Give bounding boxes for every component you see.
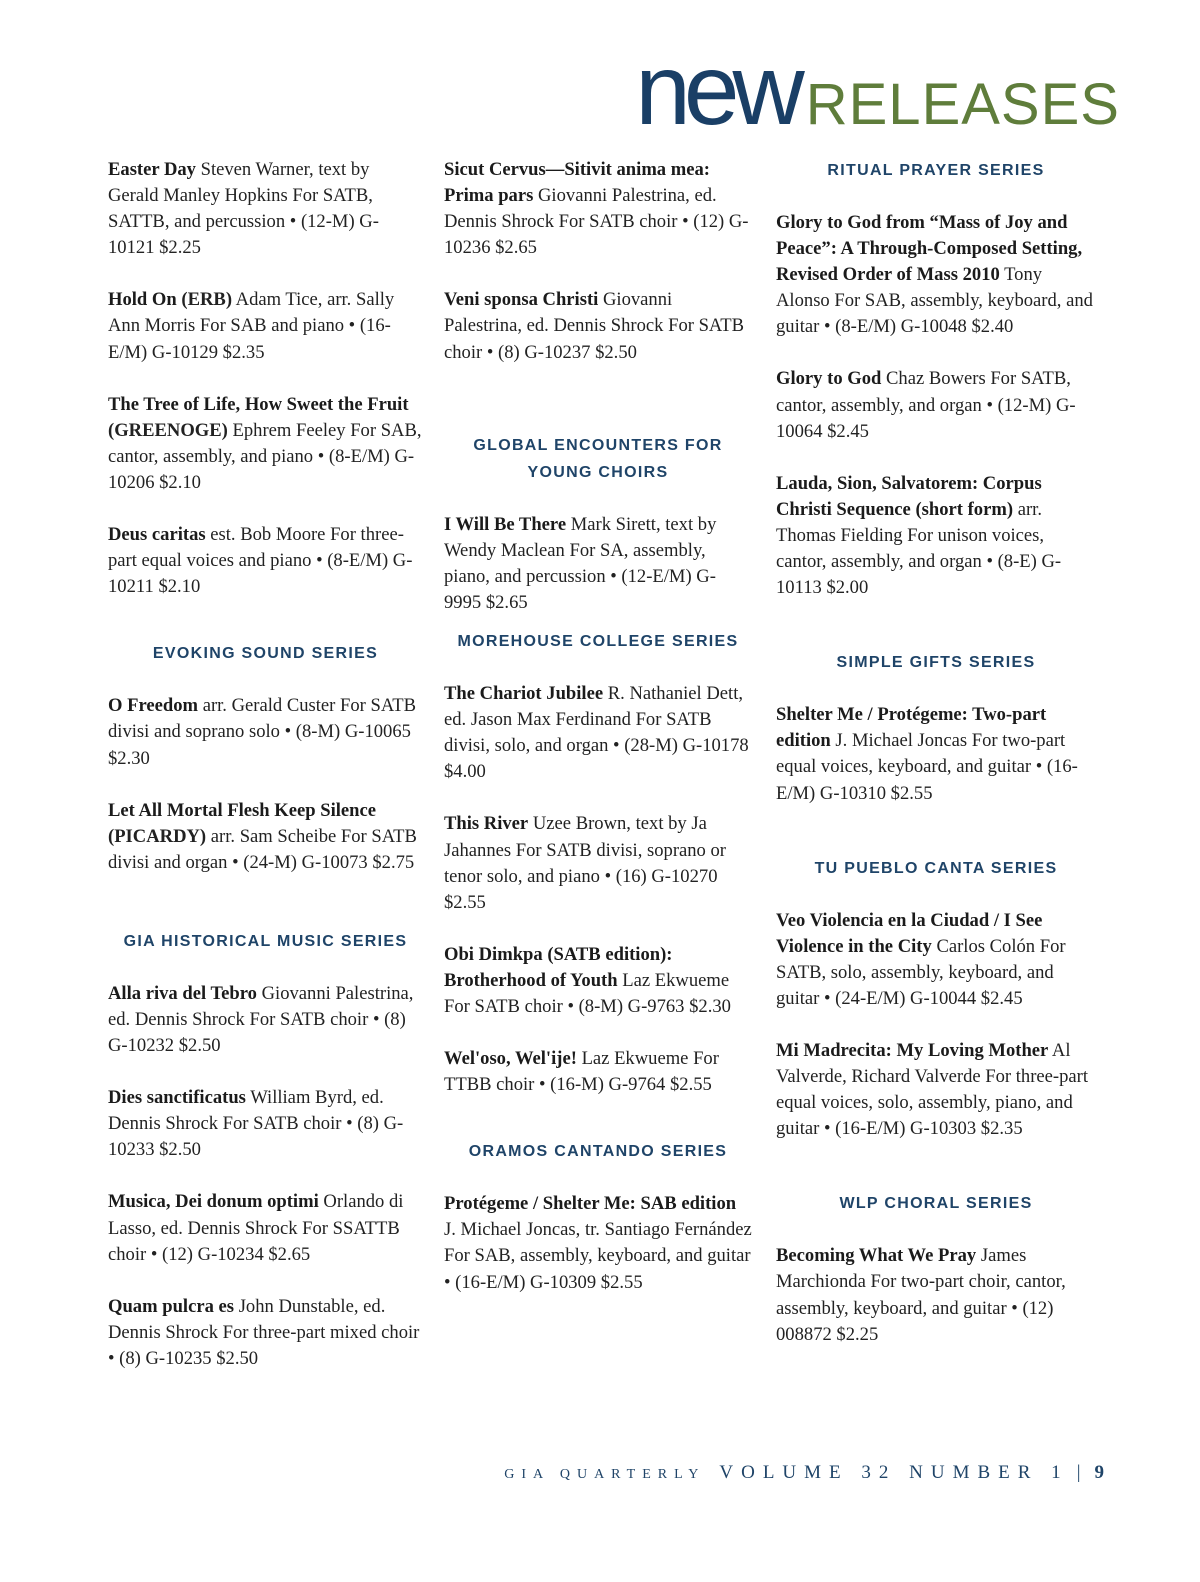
- series-heading: TU PUEBLO CANTA SERIES: [814, 859, 1058, 877]
- entry-details: Ephrem Feeley For SAB, cantor, assembly, and piano • (8-E/M) G-10206 $2.10: [108, 419, 422, 493]
- entry-details: Mark Sirett, text by Wendy Maclean For SA, assembly, piano, and percussion • (12-E/M) G-9995 $2.65: [444, 513, 717, 613]
- entry-details: Chaz Bowers For SATB, cantor, assembly, and organ • (12-M) G-10064 $2.45: [776, 368, 1076, 442]
- release-entry: [108, 287, 423, 365]
- release-entry: [108, 1189, 423, 1267]
- entry-title: Veni sponsa Christi: [444, 289, 599, 311]
- entry-title: O Freedom: [108, 695, 199, 717]
- release-entry: [444, 811, 752, 915]
- page-number: 9: [1094, 1462, 1104, 1483]
- entry-details: Laz Ekwueme For TTBB choir • (16-M) G-9764 $2.55: [444, 1048, 719, 1096]
- entry-title: Sicut Cervus—Sitivit anima mea: Prima pars: [444, 159, 710, 207]
- entry-details: Laz Ekwueme For SATB choir • (8-M) G-9763 $2.30: [444, 969, 731, 1017]
- entry-title: Deus caritas: [108, 524, 206, 546]
- entry-tune-name: (PICARDY): [108, 825, 207, 847]
- entry-title: Wel'oso, Wel'ije!: [444, 1048, 577, 1070]
- release-entry: [444, 1191, 752, 1295]
- entry-title: This River: [444, 813, 529, 835]
- release-entry: [776, 908, 1096, 1012]
- series-heading: RITUAL PRAYER SERIES: [827, 162, 1045, 179]
- release-entry: [776, 471, 1096, 601]
- entry-tune-name: (ERB): [181, 289, 233, 311]
- entry-title: The Tree of Life, How Sweet the Fruit: [108, 393, 409, 415]
- column-3: [776, 157, 1096, 1374]
- entry-title: Lauda, Sion, Salvatorem: Corpus Christi Sequence (short form): [776, 472, 1042, 520]
- release-entry: [444, 1046, 752, 1098]
- masthead-releases: RELEASES: [805, 72, 1120, 137]
- entry-details: Orlando di Lasso, ed. Dennis Shrock For SSATTB choir • (12) G-10234 $2.65: [108, 1191, 404, 1265]
- entry-title: Alla riva del Tebro: [108, 982, 257, 1004]
- entry-details: William Byrd, ed. Dennis Shrock For SATB choir • (8) G-10233 $2.50: [108, 1087, 404, 1161]
- release-entry: [108, 798, 423, 876]
- series-heading: GLOBAL ENCOUNTERS FOR YOUNG CHOIRS: [473, 436, 723, 481]
- release-entry: [108, 693, 423, 771]
- entry-title: Let All Mortal Flesh Keep Silence: [108, 799, 377, 821]
- entry-title: Mi Madrecita: My Loving Mother: [776, 1039, 1049, 1061]
- series-heading: WLP CHORAL SERIES: [839, 1195, 1033, 1213]
- release-entry: [776, 366, 1096, 444]
- entry-title: Becoming What We Pray: [776, 1245, 977, 1267]
- entry-tune-name: (GREENOGE): [108, 419, 228, 441]
- entry-details: Steven Warner, text by Gerald Manley Hopkins For SATB, SATTB, and percussion • (12-M) G-10121 $2.25: [108, 159, 379, 259]
- entry-title: Glory to God from “Mass of Joy and Peace”: A Through-Composed Setting, Revised Order of Mass 2010: [776, 212, 1083, 286]
- entry-details: Tony Alonso For SAB, assembly, keyboard, and guitar • (8-E/M) G-10048 $2.40: [776, 264, 1093, 338]
- entry-title: Hold On: [108, 289, 177, 311]
- release-entry: [108, 157, 423, 261]
- release-entry: [108, 1294, 423, 1372]
- entry-details: J. Michael Joncas For two-part equal voices, keyboard, and guitar • (16-E/M) G-10310 $2.55: [776, 730, 1078, 804]
- release-entry: [444, 681, 752, 785]
- entry-details: J. Michael Joncas, tr. Santiago Fernández For SAB, assembly, keyboard, and guitar • (16-E/M) G-10309 $2.55: [444, 1219, 752, 1293]
- column-1: [108, 157, 423, 1398]
- release-entry: [108, 1085, 423, 1163]
- entry-details: Uzee Brown, text by Ja Jahannes For SATB divisi, soprano or tenor solo, and piano • (16) G-10270 $2.55: [444, 813, 726, 913]
- series-heading: ORAMOS CANTANDO SERIES: [468, 1143, 728, 1161]
- release-entry: [444, 287, 752, 365]
- entry-details: arr. Gerald Custer For SATB divisi and soprano solo • (8-M) G-10065 $2.30: [108, 695, 416, 769]
- entry-details: Giovanni Palestrina, ed. Dennis Shrock For SATB choir • (8) G-10237 $2.50: [444, 289, 745, 363]
- entry-title: Quam pulcra es: [108, 1295, 235, 1317]
- page-footer: [504, 1462, 1104, 1484]
- entry-title: Dies sanctificatus: [108, 1087, 246, 1109]
- entry-title: Musica, Dei donum optimi: [108, 1191, 319, 1213]
- entry-details: James Marchionda For two-part choir, cantor, assembly, keyboard, and guitar • (12) 008872 $2.25: [776, 1245, 1066, 1345]
- entry-title: The Chariot Jubilee: [444, 683, 604, 705]
- footer-separator: |: [1076, 1462, 1081, 1483]
- entry-details: Carlos Colón For SATB, solo, assembly, keyboard, and guitar • (24-E/M) G-10044 $2.45: [776, 935, 1066, 1009]
- release-entry: [108, 981, 423, 1059]
- release-entry: [776, 1038, 1096, 1142]
- entry-details: Adam Tice, arr. Sally Ann Morris For SAB and piano • (16-E/M) G-10129 $2.35: [108, 289, 395, 363]
- entry-details: arr. Thomas Fielding For unison voices, cantor, assembly, and organ • (8-E) G-10113 $2.00: [776, 498, 1062, 599]
- entry-details: est. Bob Moore For three-part equal voices and piano • (8-E/M) G-10211 $2.10: [108, 524, 413, 598]
- release-entry: [776, 702, 1096, 806]
- entry-title: Protégeme / Shelter Me: SAB edition: [444, 1193, 737, 1215]
- release-entry: [444, 942, 752, 1020]
- series-heading: GIA HISTORICAL MUSIC SERIES: [123, 932, 408, 950]
- entry-title: Easter Day: [108, 159, 196, 180]
- entry-title: Obi Dimkpa (SATB edition): Brotherhood of Youth: [444, 943, 673, 991]
- entry-details: Al Valverde, Richard Valverde For three-part equal voices, solo, assembly, piano, and guitar • (16-E/M) G-10303 $2.35: [776, 1039, 1089, 1140]
- release-entry: [108, 392, 423, 496]
- masthead: [635, 34, 1120, 146]
- release-entry: [776, 1243, 1096, 1347]
- entry-details: Giovanni Palestrina, ed. Dennis Shrock For SATB choir • (12) G-10236 $2.65: [444, 185, 749, 259]
- masthead-new: new: [635, 34, 798, 146]
- entry-title: Glory to God: [776, 368, 882, 390]
- release-entry: [444, 512, 752, 616]
- series-heading: EVOKING SOUND SERIES: [152, 645, 379, 663]
- release-entry: [776, 210, 1096, 340]
- series-heading: SIMPLE GIFTS SERIES: [836, 654, 1036, 672]
- entry-title: Veo Violencia en la Ciudad / I See Violence in the City: [776, 909, 1043, 957]
- footer-publication: GIA QUARTERLY: [504, 1467, 706, 1482]
- release-entry: [444, 157, 752, 261]
- series-heading: MOREHOUSE COLLEGE SERIES: [457, 633, 739, 651]
- entry-details: John Dunstable, ed. Dennis Shrock For three-part mixed choir • (8) G-10235 $2.50: [108, 1295, 420, 1369]
- entry-details: arr. Sam Scheibe For SATB divisi and organ • (24-M) G-10073 $2.75: [108, 825, 417, 873]
- footer-volume: VOLUME 32 NUMBER 1: [719, 1462, 1069, 1483]
- column-2: [444, 157, 752, 1322]
- entry-details: R. Nathaniel Dett, ed. Jason Max Ferdinand For SATB divisi, solo, and organ • (28-M) G-10178 $4.00: [444, 683, 749, 783]
- entry-title: Shelter Me / Protégeme: Two-part edition: [776, 704, 1047, 752]
- entry-details: Giovanni Palestrina, ed. Dennis Shrock For SATB choir • (8) G-10232 $2.50: [108, 982, 414, 1057]
- entry-title: I Will Be There: [444, 513, 567, 535]
- release-entry: [108, 522, 423, 600]
